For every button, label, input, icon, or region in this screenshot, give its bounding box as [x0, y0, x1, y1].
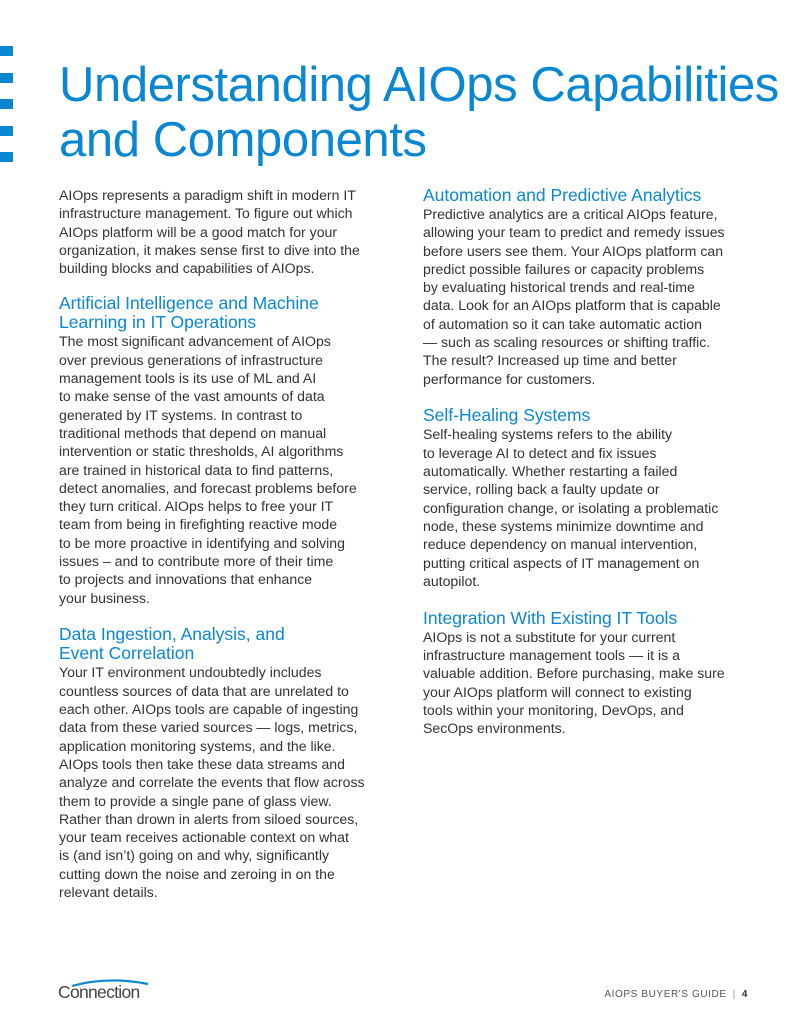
guide-label: AIOPS BUYER'S GUIDE: [604, 989, 727, 1000]
left-column: [59, 186, 389, 920]
section-body: AIOps is not a substitute for your current infrastructure management tools — it is a valuable addition. Before purchasing, make sure your AIOps platform will connect to existing tools within your monitoring, DevOps, and SecOps environments.: [423, 628, 725, 737]
connection-logo: [58, 978, 158, 1002]
section-heading: Data Ingestion, Analysis, and Event Correlation: [59, 624, 285, 664]
section-integration: [423, 609, 768, 738]
section-body: Self-healing systems refers to the ability to leverage AI to detect and fix issues automatically. Whether restarting a failed service, rolling back a faulty update or configuration change, or isolating a problematic node, these systems minimize downtime and reduce dependency on manual intervention, putting critical aspects of IT management on autopilot.: [423, 426, 719, 589]
section-self-healing: [423, 406, 768, 590]
logo-text: Connection: [58, 982, 140, 1002]
section-body: Predictive analytics are a critical AIOps feature, allowing your team to predict and remedy issues before users see them. Your AIOps platform can predict possible failures or capacity problems by evaluating historical trends and real-time data. Look for an AIOps platform that is capable of automation so it can take automatic action — such as scaling resources or shifting traffic. The result? Increased up time and better performance for customers.: [423, 206, 725, 387]
section-data-ingestion: [59, 625, 389, 901]
section-heading: Self-Healing Systems: [423, 405, 591, 426]
section-ai-ml: [59, 294, 389, 606]
section-heading: Integration With Existing IT Tools: [423, 607, 678, 628]
section-heading: Automation and Predictive Analytics: [423, 185, 702, 205]
footer-page-info: [604, 989, 748, 1000]
right-column: [423, 186, 768, 756]
section-heading: Artificial Intelligence and Machine Learning in IT Operations: [59, 293, 319, 333]
decorative-side-bars: [0, 46, 14, 179]
section-body: The most significant advancement of AIOps over previous generations of infrastructure management tools is its use of ML and AI to make sense of the vast amounts of data generated by IT systems. In contrast to traditional methods that depend on manual intervention or static thresholds, AI algorithms are trained in historical data to find patterns, detect anomalies, and forecast problems before they turn critical. AIOps helps to free your IT team from being in firefighting reactive mode to be more proactive in identifying and solving issues – and to contribute more of their time to projects and innovations that enhance your business.: [59, 333, 357, 606]
page-number: 4: [741, 989, 748, 1000]
footer-separator: |: [732, 989, 736, 1000]
page-title: Understanding AIOps Capabilities and Components: [59, 58, 779, 167]
section-automation: [423, 186, 768, 388]
section-body: Your IT environment undoubtedly includes countless sources of data that are unrelated to each other. AIOps tools are capable of ingesting data from these varied sources — logs, metrics, application monitoring systems, and the like. AIOps tools then take these data streams and analyze and correlate the events that flow across them to provide a single pane of glass view. Rather than drown in alerts from siloed sources, your team receives actionable context on what is (and isn’t) going on and why, significantly cutting down the noise and zeroing in on the relevant details.: [59, 664, 365, 900]
intro-paragraph: AIOps represents a paradigm shift in modern IT infrastructure management. To figure out which AIOps platform will be a good match for your organization, it makes sense first to dive into the building blocks and capabilities of AIOps.: [59, 187, 360, 277]
